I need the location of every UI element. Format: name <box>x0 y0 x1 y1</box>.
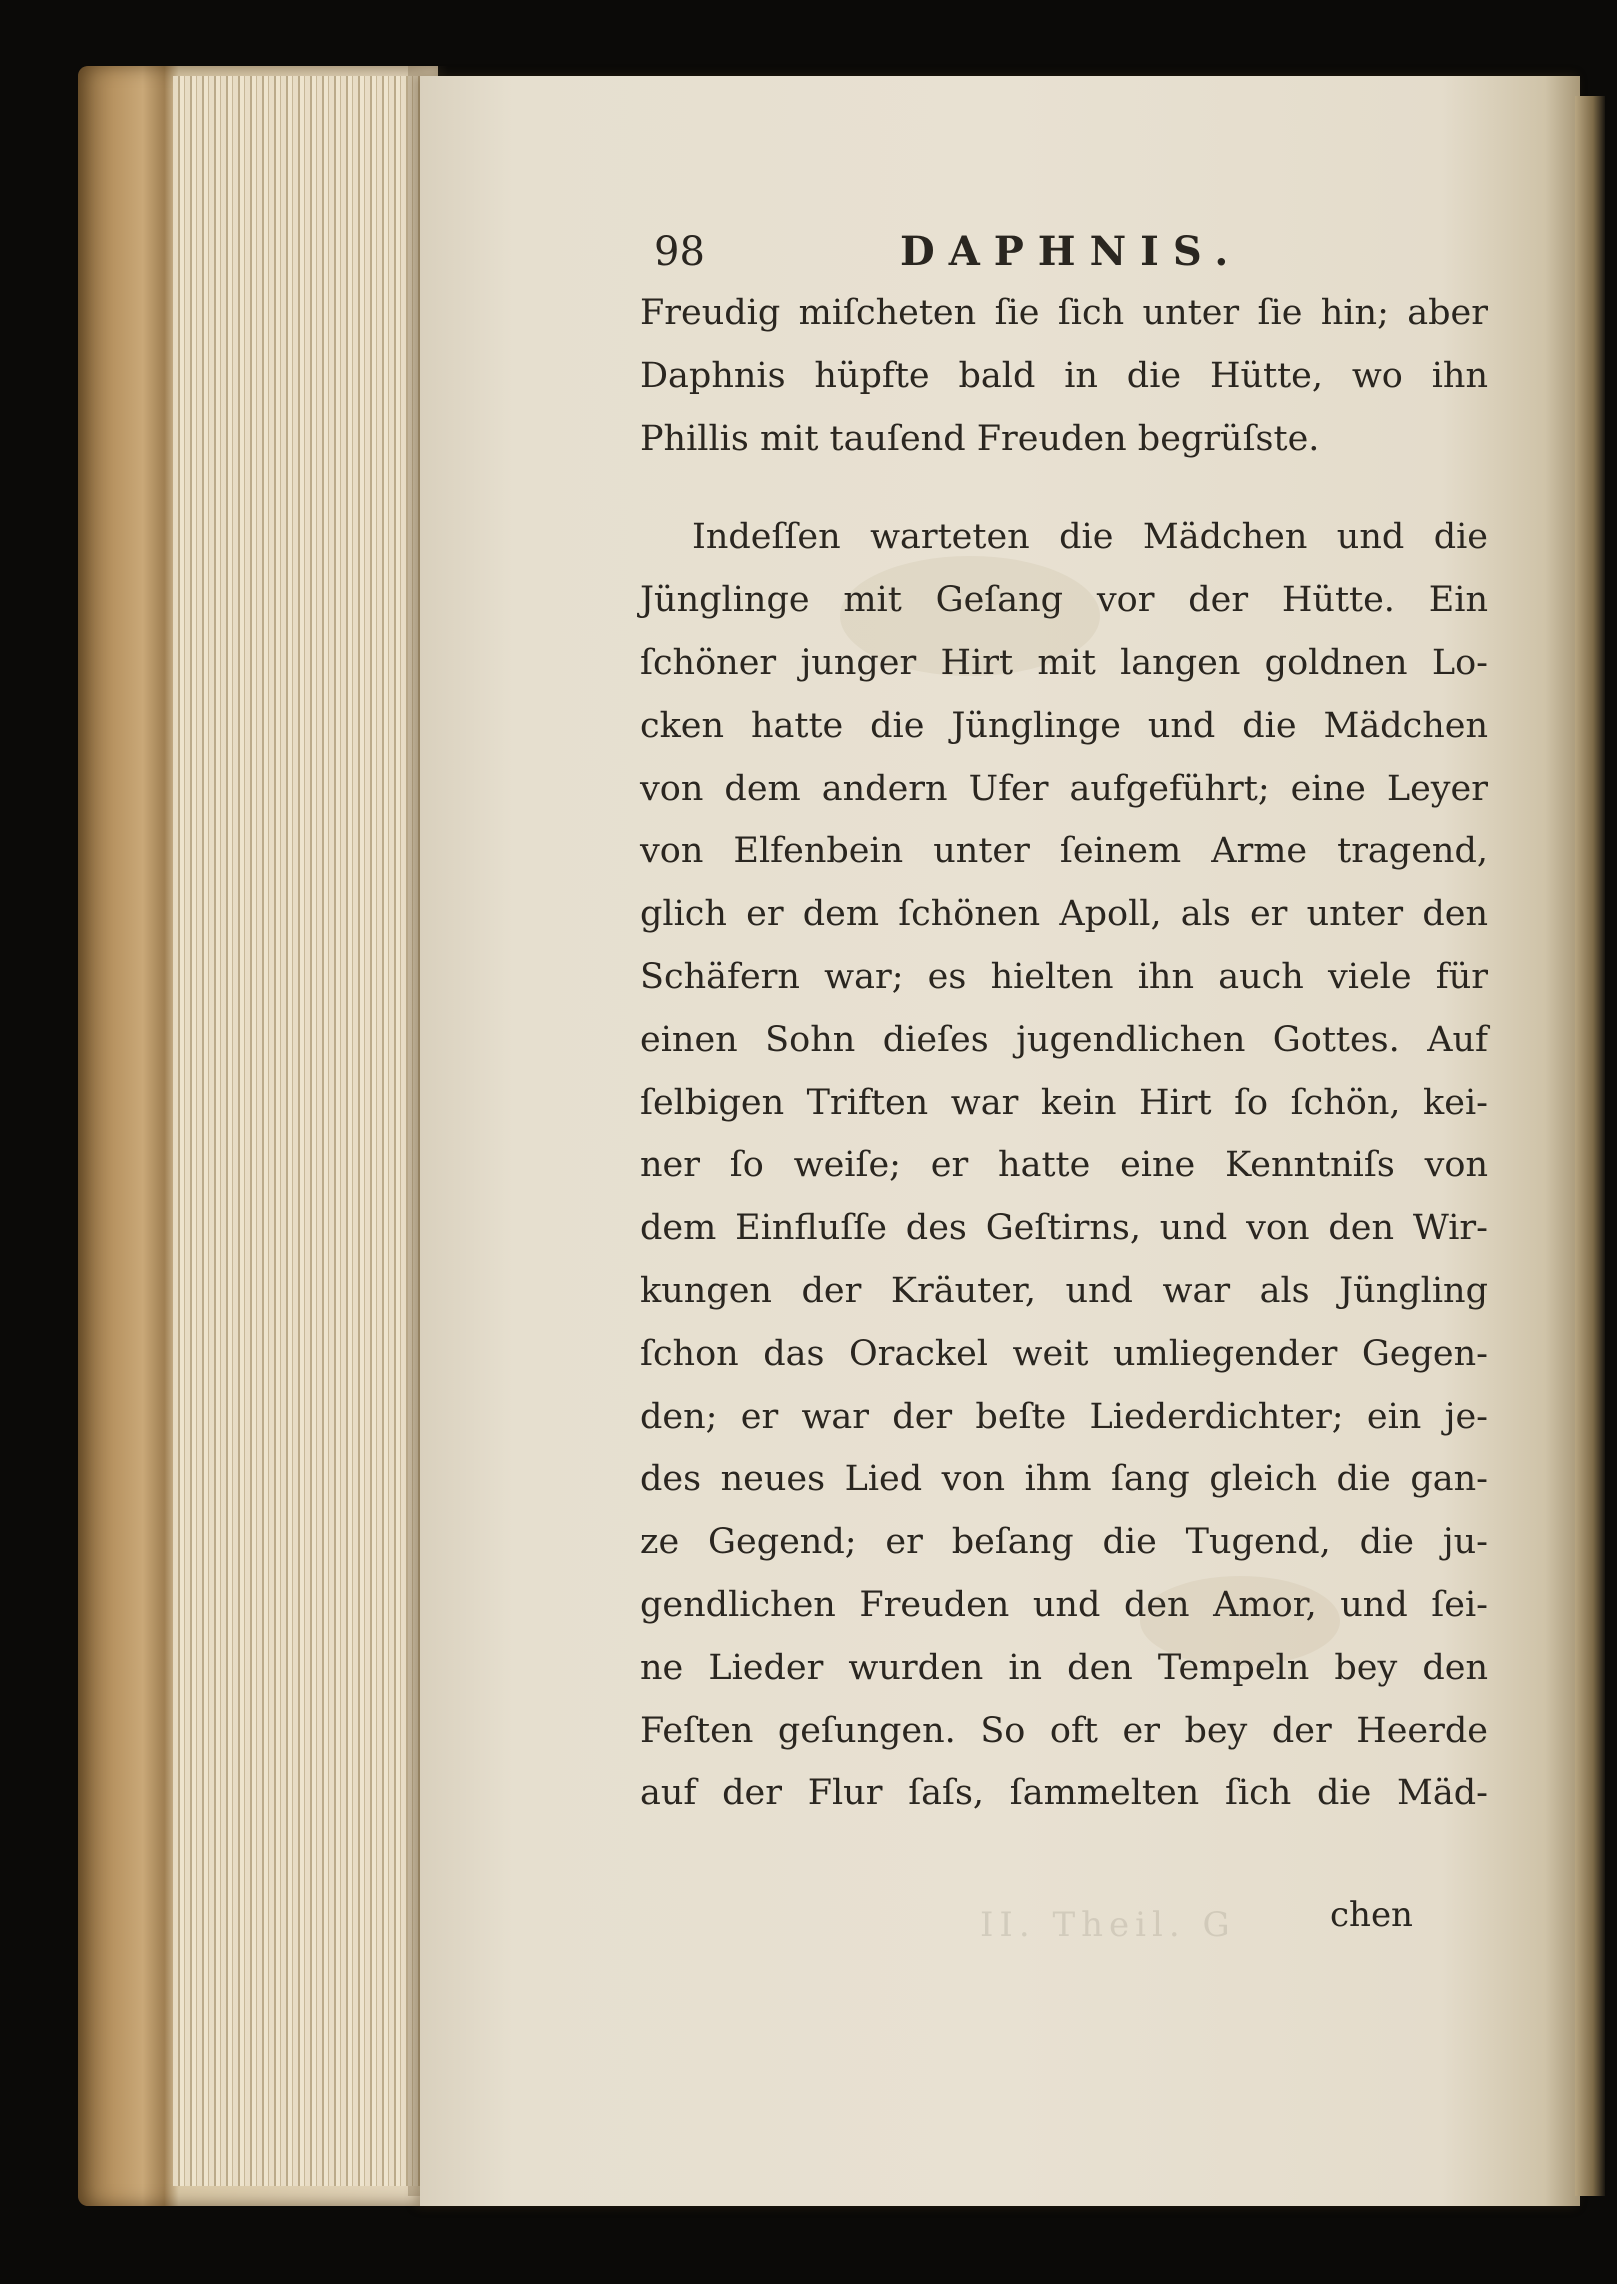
text-line: ſelbigen Triften war kein Hirt ſo ſchön, kei- <box>640 1082 1488 1123</box>
text-line: des neues Lied von ihm ſang gleich die gan- <box>640 1459 1488 1500</box>
book-fore-edge <box>78 66 438 2206</box>
text-line: Daphnis hüpfte bald in die Hütte, wo ihn <box>640 355 1488 396</box>
page-text <box>640 222 1488 1825</box>
text-line: ner ſo weiſe; er hatte eine Kenntniſs von <box>640 1145 1488 1186</box>
running-title: DAPHNIS. <box>900 228 1243 275</box>
text-line: den; er war der beſte Liederdichter; ein je- <box>640 1396 1488 1437</box>
text-line: Feſten geſungen. So oft er bey der Heerde <box>640 1710 1488 1751</box>
text-line: auf der Flur ſaſs, ſammelten ſich die Mäd- <box>640 1773 1488 1814</box>
paragraph-break <box>640 470 1488 506</box>
page-outer-edge <box>1575 96 1605 2196</box>
text-line: Schäfern war; es hielten ihn auch viele für <box>640 956 1488 997</box>
page-stack <box>173 76 433 2186</box>
text-line: cken hatte die Jünglinge und die Mädchen <box>640 705 1488 746</box>
running-head <box>640 222 1488 282</box>
text-line: glich er dem ſchönen Apoll, als er unter den <box>640 894 1488 935</box>
text-line: Jünglinge mit Geſang vor der Hütte. Ein <box>640 580 1488 621</box>
page-number: 98 <box>654 229 705 275</box>
text-line: von Elfenbein unter ſeinem Arme tragend, <box>640 831 1488 872</box>
catchword: chen <box>1330 1895 1413 1935</box>
text-line: ſchöner junger Hirt mit langen goldnen Lo- <box>640 642 1488 683</box>
text-line: einen Sohn dieſes jugendlichen Gottes. Auf <box>640 1019 1488 1060</box>
text-line: Freudig miſcheten ſie ſich unter ſie hin; aber <box>640 293 1488 333</box>
text-line: kungen der Kräuter, und war als Jüngling <box>640 1270 1488 1311</box>
text-line: ne Lieder wurden in den Tempeln bey den <box>640 1647 1488 1688</box>
bleed-through-signature: II. Theil. G <box>980 1905 1236 1945</box>
text-line: ſchon das Orackel weit umliegender Gegen- <box>640 1333 1488 1374</box>
text-line: Phillis mit tauſend Freuden begrüſste. <box>640 418 1320 459</box>
text-line: Indeſſen warteten die Mädchen und die <box>692 517 1488 558</box>
text-line: von dem andern Ufer aufgeführt; eine Leyer <box>640 768 1488 809</box>
text-line: gendlichen Freuden und den Amor, und ſei- <box>640 1584 1488 1625</box>
text-line: ze Gegend; er beſang die Tugend, die ju- <box>640 1522 1488 1563</box>
text-line: dem Einfluſſe des Geſtirns, und von den Wir- <box>640 1208 1488 1249</box>
